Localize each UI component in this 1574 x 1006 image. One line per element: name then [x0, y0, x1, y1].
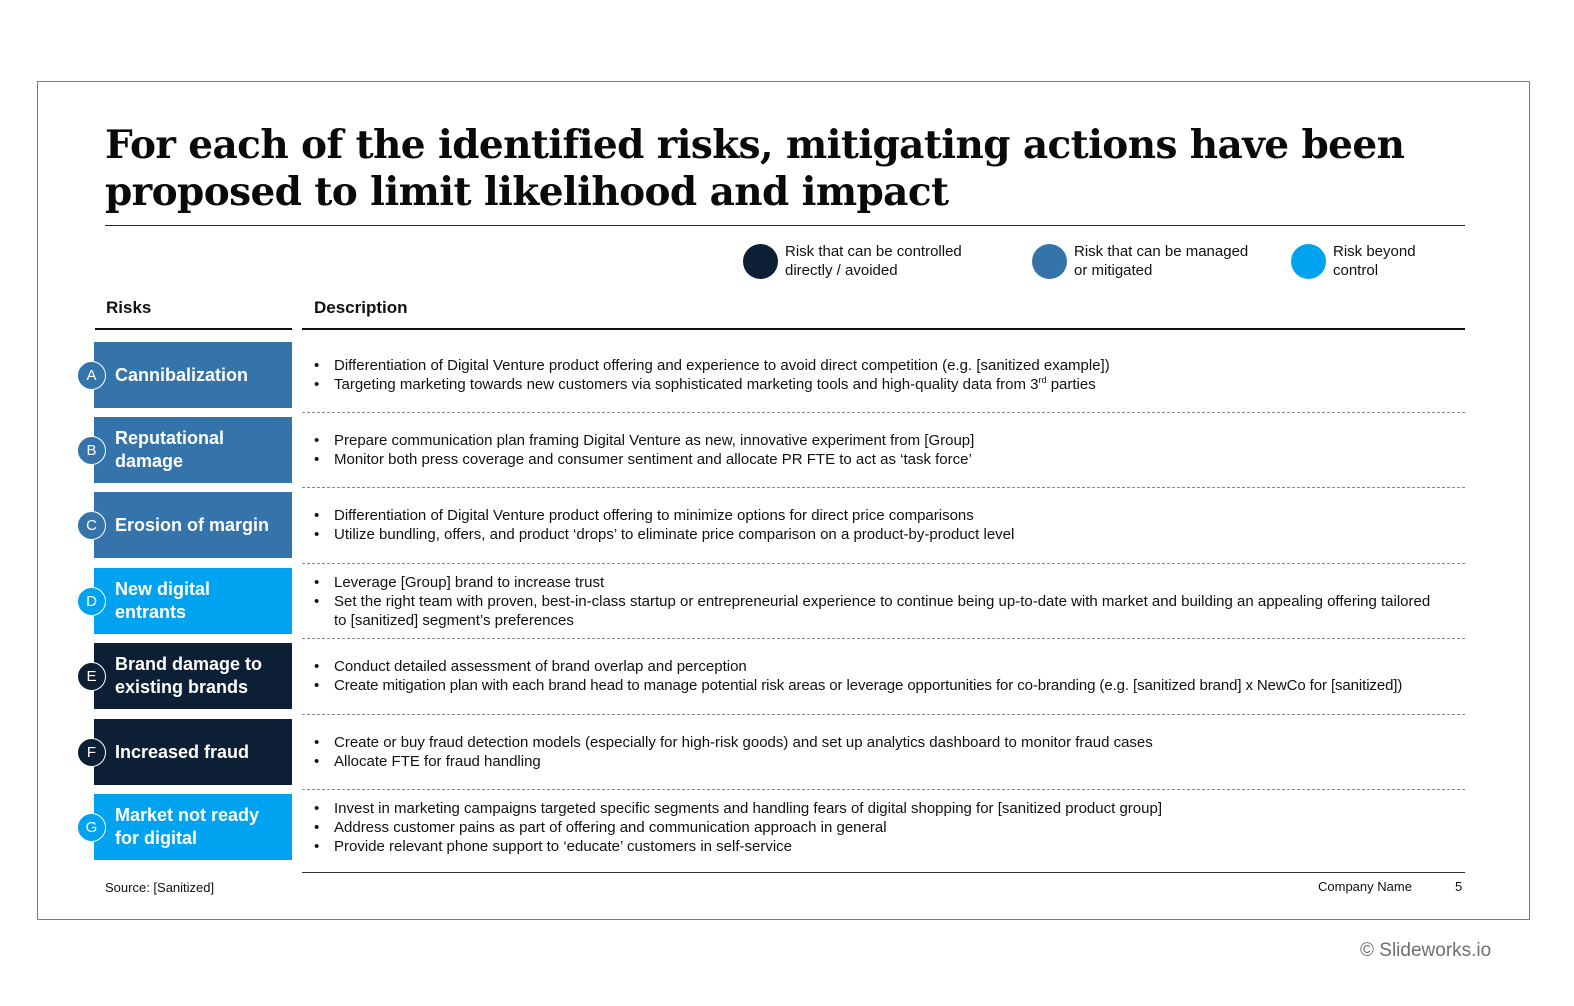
risk-description [314, 568, 1464, 634]
description-bullet: • Utilize bundling, offers, and product ‘drops’ to eliminate price comparison on a product-by-product level [314, 525, 1464, 544]
risk-letter-badge: D [77, 587, 106, 616]
risk-description [314, 417, 1464, 483]
description-header-rule [302, 328, 1465, 330]
description-bullet: • Create mitigation plan with each brand head to manage potential risk areas or leverage opportunities for co-branding (e.g. [sanitized brand] x NewCo for [sanitized]) [314, 676, 1464, 695]
risk-name: New digital entrants [115, 579, 211, 622]
footer-divider [302, 872, 1465, 873]
risk-row-e [76, 643, 1465, 709]
description-bullet: • Monitor both press coverage and consumer sentiment and allocate PR FTE to act as ‘task force’ [314, 450, 1464, 469]
page-number: 5 [1455, 879, 1463, 894]
risk-row-d [76, 568, 1465, 634]
risk-row-c [76, 492, 1465, 558]
risk-letter-badge: C [77, 511, 106, 540]
risk-name-box [94, 417, 292, 483]
description-bullet: • Targeting marketing towards new customers via sophisticated marketing tools and high-quality data from 3rd parties [314, 375, 1464, 394]
copyright-notice: © Slideworks.io [1360, 940, 1492, 961]
row-separator [302, 789, 1465, 790]
risk-letter-badge: F [77, 738, 106, 767]
risk-name-box [94, 342, 292, 408]
slide [37, 81, 1530, 920]
company-name: Company Name [1318, 879, 1412, 894]
source-note: Source: [Sanitized] [105, 880, 215, 895]
risk-description [314, 342, 1464, 408]
description-bullet: • Allocate FTE for fraud handling [314, 752, 1464, 771]
risk-name: Increased fraud [115, 741, 250, 762]
risk-row-b [76, 417, 1465, 483]
description-bullet: • Prepare communication plan framing Digital Venture as new, innovative experiment from [Group] [314, 431, 1464, 450]
risk-name: Market not ready for digital [115, 805, 260, 848]
risk-description [314, 643, 1464, 709]
risk-letter-badge: B [77, 436, 106, 465]
risk-name-box [94, 492, 292, 558]
risk-name-box [94, 643, 292, 709]
risk-description [314, 492, 1464, 558]
row-separator [302, 714, 1465, 715]
legend-dot-managed [1032, 244, 1067, 279]
description-bullet: • Invest in marketing campaigns targeted specific segments and handling fears of digital shopping for [sanitized product group] [314, 799, 1464, 818]
risk-letter-badge: E [77, 662, 106, 691]
description-bullet: • Address customer pains as part of offering and communication approach in general [314, 818, 1464, 837]
legend-label-managed: Risk that can be managed or mitigated [1074, 243, 1249, 279]
title-line-2: proposed to limit likelihood and impact [105, 169, 949, 215]
risk-name: Reputational damage [115, 428, 225, 471]
column-header-risks: Risks [106, 298, 152, 317]
description-bullet: • Leverage [Group] brand to increase trust [314, 573, 1464, 592]
legend-label-controlled: Risk that can be controlled directly / avoided [785, 243, 962, 279]
risks-header-rule [95, 328, 292, 330]
column-header-description: Description [314, 298, 408, 317]
risk-name-box [94, 568, 292, 634]
risk-name: Brand damage to existing brands [115, 654, 263, 697]
risk-description [314, 719, 1464, 785]
risk-row-a [76, 342, 1465, 408]
legend-dot-beyond [1291, 244, 1326, 279]
title-line-1: For each of the identified risks, mitigating actions have been [105, 122, 1405, 168]
risk-name-box [94, 794, 292, 860]
description-bullet: • Create or buy fraud detection models (especially for high-risk goods) and set up analytics dashboard to monitor fraud cases [314, 733, 1464, 752]
description-bullet: • Differentiation of Digital Venture product offering to minimize options for direct price comparisons [314, 506, 1464, 525]
description-bullet: • Set the right team with proven, best-in-class startup or entrepreneurial experience to continue being up-to-date with market and building an appealing offering tailored to [sanitized] segment’s preferences [314, 592, 1434, 630]
slide-title [105, 122, 1405, 216]
risk-letter-badge: G [77, 813, 106, 842]
row-separator [302, 412, 1465, 413]
row-separator [302, 638, 1465, 639]
risk-row-g [76, 794, 1465, 860]
risk-row-f [76, 719, 1465, 785]
risk-name-box [94, 719, 292, 785]
risk-name: Erosion of margin [115, 514, 270, 535]
legend-dot-controlled [743, 244, 778, 279]
legend-label-beyond: Risk beyond control [1333, 243, 1416, 279]
description-bullet: • Provide relevant phone support to ‘educate’ customers in self-service [314, 837, 1464, 856]
row-separator [302, 563, 1465, 564]
risk-description [314, 794, 1464, 860]
row-separator [302, 487, 1465, 488]
risk-letter-badge: A [77, 361, 106, 390]
description-bullet: • Conduct detailed assessment of brand overlap and perception [314, 657, 1464, 676]
title-divider [105, 225, 1465, 226]
risk-name: Cannibalization [115, 364, 249, 385]
description-bullet: • Differentiation of Digital Venture product offering and experience to avoid direct competition (e.g. [sanitized example]) [314, 356, 1464, 375]
